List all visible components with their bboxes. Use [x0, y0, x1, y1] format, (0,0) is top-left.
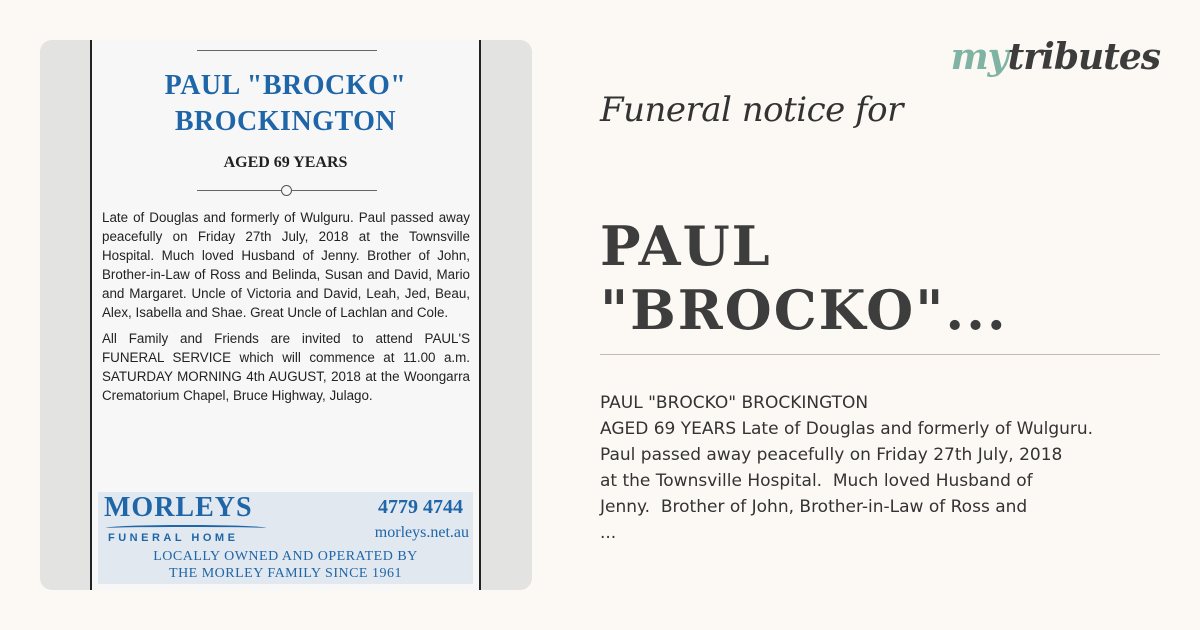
funeral-home-tagline [98, 548, 473, 582]
notice-paragraph-2: All Family and Friends are invited to attend PAUL'S FUNERAL SERVICE which will commence at 11.00 a.m. SATURDAY MORNING 4th AUGUST, 2018 at the Woongarra Crematorium Chapel, Bruce Highway, Julago. [102, 331, 470, 403]
tagline-line-1: LOCALLY OWNED AND OPERATED BY [153, 549, 418, 564]
name-line-1: PAUL "BROCKO" [164, 70, 407, 101]
funeral-home-subtitle: FUNERAL HOME [108, 532, 239, 544]
funeral-home-website: morleys.net.au [374, 524, 469, 541]
newspaper-clipping [90, 40, 481, 590]
age-line: AGED 69 YEARS [223, 154, 348, 171]
funeral-home-ad [98, 492, 473, 584]
ornament-dot [281, 185, 292, 196]
funeral-notice-image [40, 40, 532, 590]
mytributes-logo[interactable] [951, 36, 1160, 78]
excerpt-line: AGED 69 YEARS Late of Douglas and formerly of Wulguru. [600, 419, 1094, 439]
funeral-home-phone: 4779 4744 [378, 496, 463, 518]
notice-paragraph-1: Late of Douglas and formerly of Wulguru. Paul passed away peacefully on Friday 27th July, 2018 at the Townsville Hospital. Much loved Husband of Jenny. Brother of John, Brother-in-Law of Ross and Belinda, Susan and David, Mario and Margaret. Uncle of Victoria and David, Leah, Jed, Beau, Alex, Isabella and Shae. Great Uncle of Lachlan and Cole. [102, 210, 470, 320]
notice-body [102, 208, 470, 412]
brand-part-tributes: tributes [1007, 36, 1160, 78]
logo-swoosh [106, 525, 266, 531]
funeral-home-logo: MORLEYS [104, 492, 253, 523]
section-divider [600, 354, 1160, 355]
brand-part-my: my [950, 36, 1008, 78]
excerpt-line: Jenny. Brother of John, Brother-in-Law of Ross and [600, 497, 1028, 517]
excerpt-ellipsis: ... [600, 523, 617, 543]
deceased-title: PAUL "BROCKO"... [600, 214, 1008, 342]
deceased-name [92, 68, 479, 140]
excerpt-line: Paul passed away peacefully on Friday 27th July, 2018 [600, 445, 1063, 465]
notice-heading: Funeral notice for [600, 90, 903, 130]
notice-excerpt [600, 390, 1170, 546]
excerpt-line: PAUL "BROCKO" BROCKINGTON [600, 393, 869, 413]
tagline-line-2: THE MORLEY FAMILY SINCE 1961 [169, 566, 402, 581]
excerpt-line: at the Townsville Hospital. Much loved Husband of [600, 471, 1033, 491]
name-line-2: BROCKINGTON [174, 106, 397, 137]
top-rule [197, 50, 377, 51]
